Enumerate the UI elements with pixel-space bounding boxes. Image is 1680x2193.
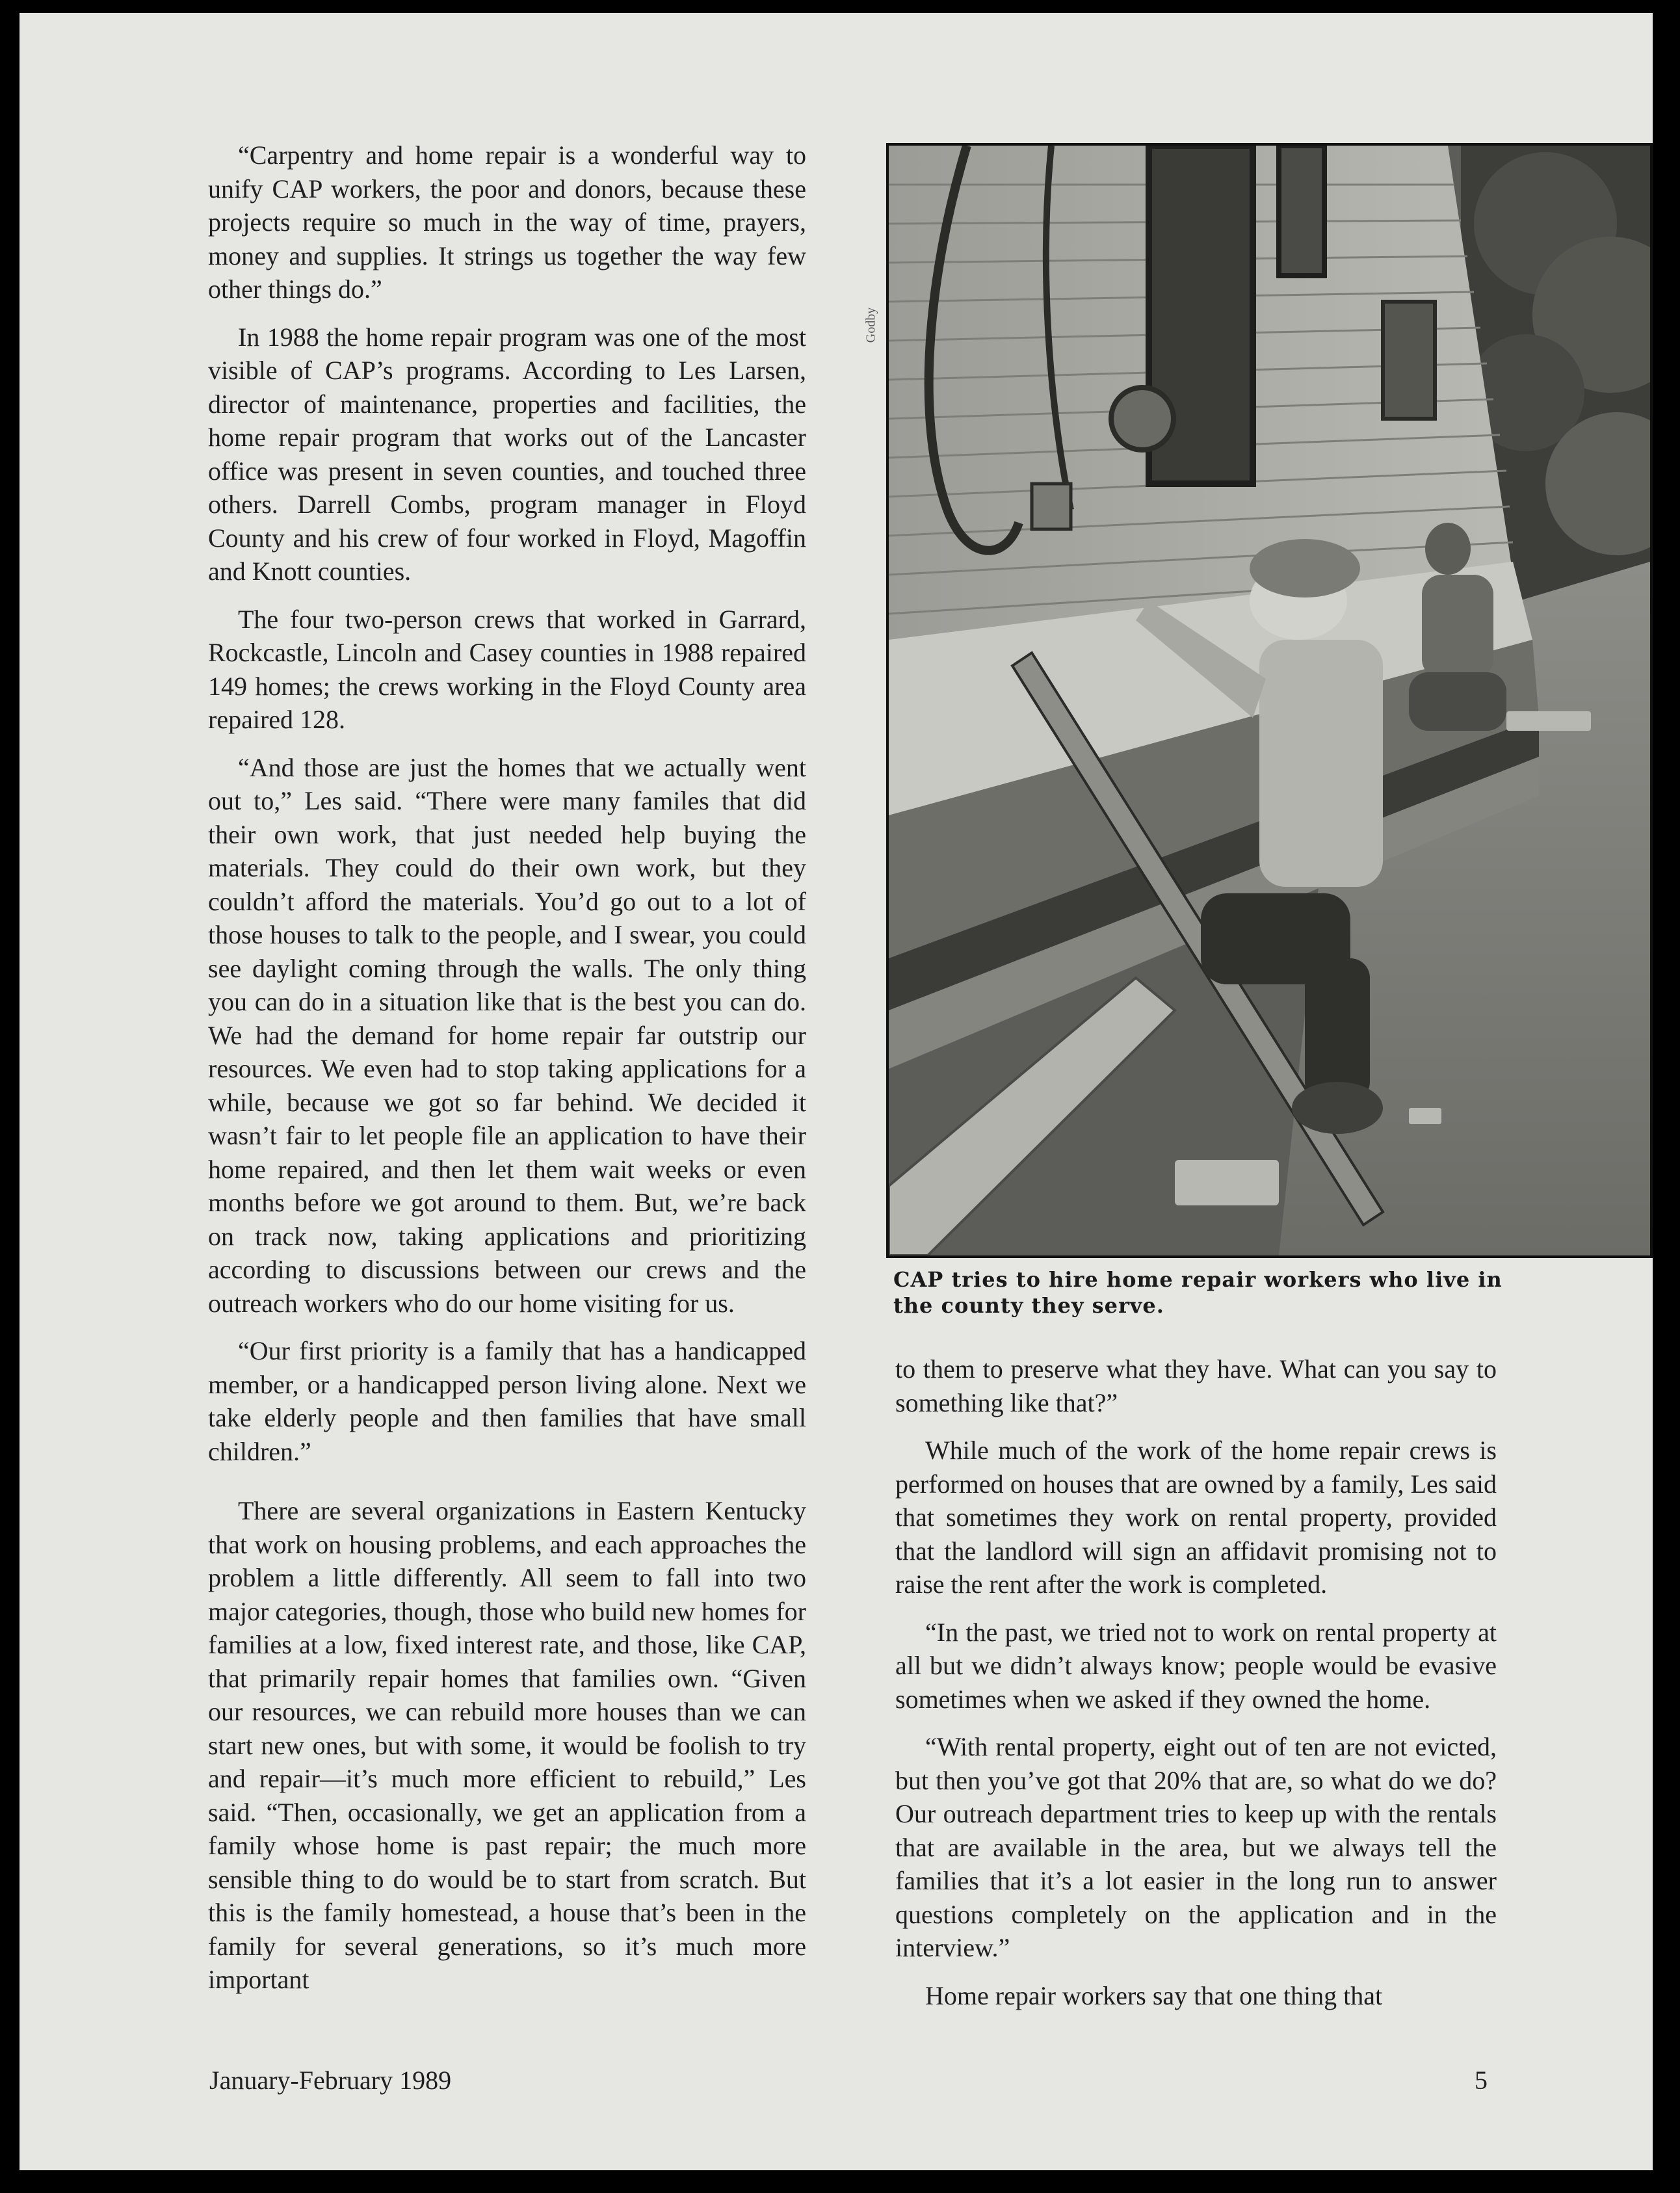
page-number: 5 <box>1475 2066 1488 2095</box>
paragraph: “And those are just the homes that we actually went out to,” Les said. “There were many familes that did their own work, that just needed help buying the materials. They could do their own work, but they couldn’t afford the materials. You’d go out to a lot of those houses to talk to the people, and I swear, you could see daylight coming through the walls. The only thing you can do in a situation like that is the best you can do. We had the demand for home repair far outstrip our resources. We even had to stop taking applications for a while, because we got so far behind. We decided it wasn’t fair to let people file an application to have their home repaired, and then let them wait weeks or even months before we got around to them. But, we’re back on track now, taking applications and prioritizing according to discussions between our crews and the outreach workers who do our home visiting for us. <box>208 752 806 1318</box>
magazine-page <box>20 13 1653 2170</box>
photo-credit-text: Godby <box>863 307 878 343</box>
paragraph: In 1988 the home repair program was one of the most visible of CAP’s programs. According to Les Larsen, director of maintenance, properties and facilities, the home repair program that works out of the Lancaster office was present in seven counties, and touched three others. Darrell Combs, program manager in Floyd County and his crew of four worked in Floyd, Magoffin and Knott counties. <box>208 322 806 586</box>
photo <box>886 143 1653 1258</box>
paragraph: There are several organizations in Eastern Kentucky that work on housing problems, and each approaches the problem a little differently. All seem to fall into two major categories, though, those who build new homes for families at a low, fixed interest rate, and those, like CAP, that primarily repair homes that families own. “Given our resources, we can rebuild more houses than we can start new ones, but with some, it would be foolish to try and repair—it’s much more efficient to rebuild,” Les said. “Then, occasionally, we get an application from a family whose home is past repair; the much more sensible thing to do would be to start from scratch. But this is the family homestead, a house that’s been in the family for several generations, so it’s much more important <box>208 1496 806 1994</box>
issue-date: January-February 1989 <box>209 2066 452 2095</box>
paragraph: Home repair workers say that one thing that <box>925 1980 1383 2010</box>
paragraph: The four two-person crews that worked in Garrard, Rockcastle, Lincoln and Casey counties in 1988 repaired 149 homes; the crews working in the Floyd County area repaired 128. <box>208 604 806 734</box>
photo-credit <box>858 286 884 364</box>
photo-caption: CAP tries to hire home repair workers who live in the county they serve. <box>893 1267 1503 1318</box>
worker-photo-illustration <box>889 146 1650 1255</box>
paragraph: to them to preserve what they have. What can you say to something like that?” <box>895 1354 1497 1417</box>
paragraph: “Carpentry and home repair is a wonderful way to unify CAP workers, the poor and donors, because these projects require so much in the way of time, prayers, money and supplies. It strings us together the way few other things do.” <box>208 140 806 304</box>
right-text-column <box>895 1352 1497 2027</box>
left-text-column <box>208 138 806 2011</box>
paragraph: While much of the work of the home repair crews is performed on houses that are owned by a family, Les said that sometimes they work on rental property, provided that the landlord will sign an affidavit promising not to raise the rent after the work is completed. <box>895 1436 1497 1599</box>
paragraph: “Our first priority is a family that has a handicapped member, or a handicapped person living alone. Next we take elderly people and then families that have small children.” <box>208 1336 806 1466</box>
paragraph: “With rental property, eight out of ten are not evicted, but then you’ve got that 20% that are, so what do we do? Our outreach department tries to keep up with the rentals that are available in the area, but we always tell the families that it’s a lot easier in the long run to answer questions completely on the application and in the interview.” <box>895 1732 1497 1962</box>
paragraph: “In the past, we tried not to work on rental property at all but we didn’t always know; people would be evasive sometimes when we asked if they owned the home. <box>895 1617 1497 1714</box>
